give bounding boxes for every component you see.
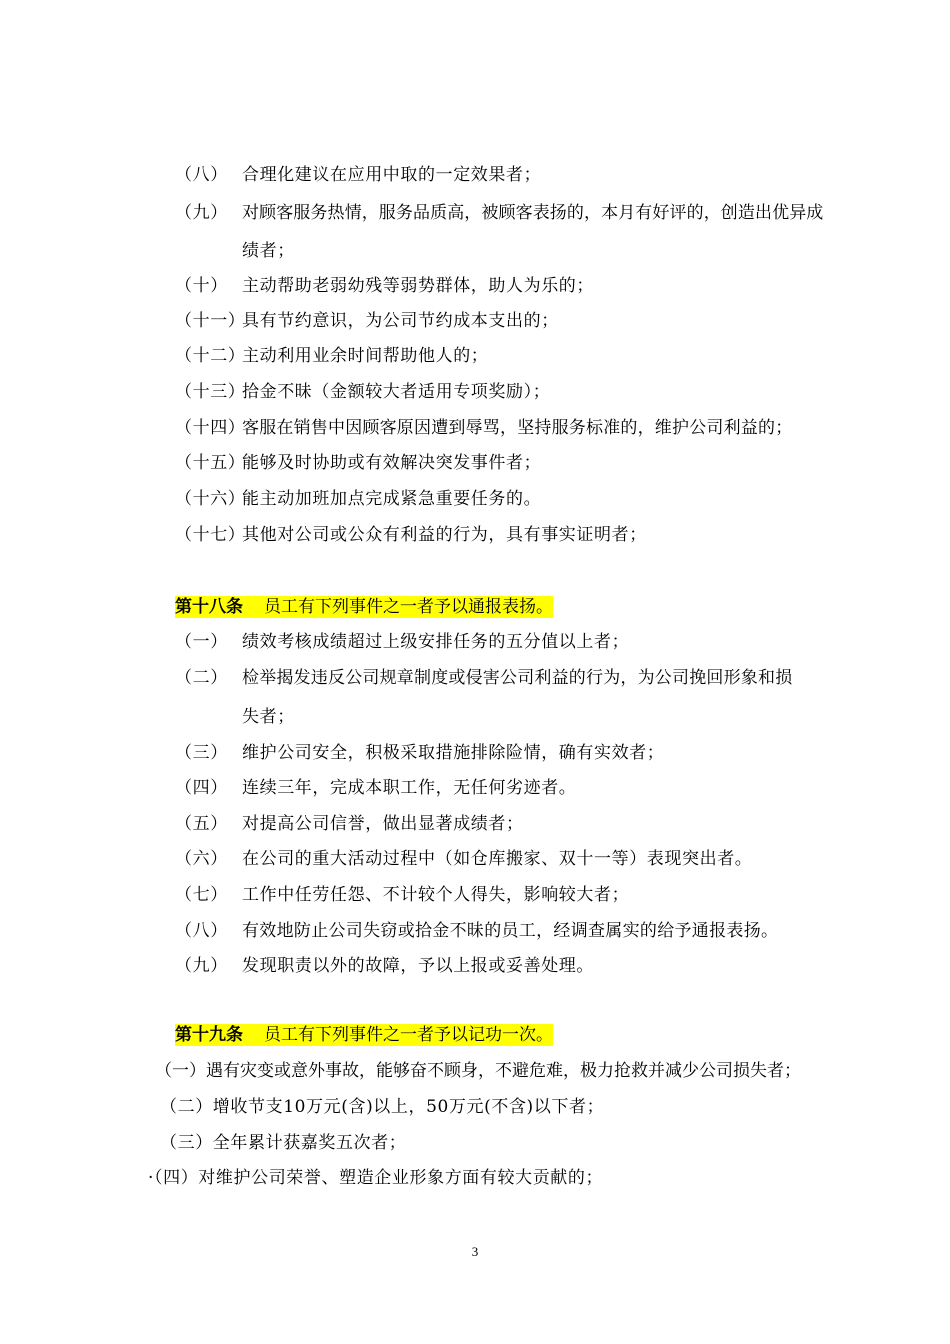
list-item [175, 488, 541, 510]
item-text: 能主动加班加点完成紧急重要任务的。 [242, 489, 542, 509]
item-number: （四） [175, 778, 228, 798]
item-number: （十二） [175, 346, 246, 366]
item-text: ·（四）对维护公司荣誉、塑造企业形象方面有较大贡献的； [148, 1168, 604, 1188]
item-text: 在公司的重大活动过程中（如仓库搬家、双十一等）表现突出者。 [242, 849, 753, 869]
list-item [175, 813, 524, 835]
list-item [175, 777, 576, 799]
item-number: （五） [175, 814, 228, 834]
list-item [175, 631, 629, 653]
article-18-heading [175, 596, 553, 618]
article-19-heading [175, 1024, 553, 1046]
list-item [175, 742, 664, 764]
list-item [175, 920, 778, 942]
item-text: 具有节约意识，为公司节约成本支出的； [242, 311, 559, 331]
item-text: 对顾客服务热情，服务品质高，被顾客表扬的，本月有好评的，创造出优异成 [242, 203, 824, 223]
item-number: （六） [175, 849, 228, 869]
item-number: （十三） [175, 382, 246, 402]
item-text: 绩效考核成绩超过上级安排任务的五分值以上者； [242, 632, 630, 652]
item-text: 对提高公司信誉，做出显著成绩者； [242, 814, 524, 834]
item-text: 其他对公司或公众有利益的行为，具有事实证明者； [242, 525, 647, 545]
list-item [155, 1060, 801, 1082]
item-text: （三）全年累计获嘉奖五次者； [160, 1133, 407, 1153]
list-item [175, 202, 823, 224]
item-number: （十五） [175, 453, 246, 473]
list-item [175, 164, 541, 186]
item-text: 有效地防止公司失窃或拾金不昧的员工，经调查属实的给予通报表扬。 [242, 921, 779, 941]
item-text: 合理化建议在应用中取的一定效果者； [242, 165, 542, 185]
list-item [175, 955, 594, 977]
item-text: 主动帮助老弱幼残等弱势群体，助人为乐的； [242, 276, 594, 296]
article-label: 第十八条 [175, 597, 243, 617]
list-item [160, 1132, 406, 1154]
item-number: （三） [175, 743, 228, 763]
item-text: 绩者； [242, 241, 295, 261]
item-text: 客服在销售中因顾客原因遭到辱骂，坚持服务标准的，维护公司利益的； [242, 418, 793, 438]
item-number: （八） [175, 165, 228, 185]
list-item [175, 345, 488, 367]
item-text: 能够及时协助或有效解决突发事件者； [242, 453, 542, 473]
article-label: 第十九条 [175, 1025, 243, 1045]
item-number: （九） [175, 203, 228, 223]
list-item [160, 1096, 604, 1118]
item-number: （一） [175, 632, 228, 652]
item-number: （八） [175, 921, 228, 941]
item-text: 检举揭发违反公司规章制度或侵害公司利益的行为，为公司挽回形象和损 [242, 668, 793, 688]
item-number: （十） [175, 276, 228, 296]
item-text: 拾金不昧（金额较大者适用专项奖励）； [242, 382, 551, 402]
item-text: 失者； [242, 707, 295, 727]
list-item [175, 884, 629, 906]
list-item [175, 848, 752, 870]
item-text: （二）增收节支10万元(含)以上，50万元(不含)以下者； [160, 1097, 605, 1117]
item-number: （十一） [175, 311, 246, 331]
list-item [175, 452, 541, 474]
item-text: 连续三年，完成本职工作，无任何劣迹者。 [242, 778, 577, 798]
list-item-continuation [175, 240, 295, 262]
list-item [175, 524, 647, 546]
item-text: （一）遇有灾变或意外事故，能够奋不顾身，不避危难，极力抢救并减少公司损失者； [155, 1061, 801, 1081]
list-item [175, 275, 594, 297]
item-text: 工作中任劳任怨、不计较个人得失，影响较大者； [242, 885, 630, 905]
item-text: 主动利用业余时间帮助他人的； [242, 346, 489, 366]
item-number: （十六） [175, 489, 246, 509]
item-text: 维护公司安全，积极采取措施排除险情，确有实效者； [242, 743, 665, 763]
item-text: 发现职责以外的故障，予以上报或妥善处理。 [242, 956, 594, 976]
item-number: （九） [175, 956, 228, 976]
page-number: 3 [471, 1244, 479, 1259]
item-number: （十七） [175, 525, 246, 545]
list-item-continuation [175, 706, 295, 728]
list-item [175, 310, 559, 332]
item-number: （七） [175, 885, 228, 905]
item-number: （十四） [175, 418, 246, 438]
item-number: （二） [175, 668, 228, 688]
article-title: 员工有下列事件之一者予以记功一次。 [264, 1025, 553, 1045]
article-title: 员工有下列事件之一者予以通报表扬。 [264, 597, 553, 617]
list-item [175, 417, 792, 439]
list-item [175, 667, 792, 689]
list-item [175, 381, 550, 403]
list-item [148, 1167, 603, 1189]
